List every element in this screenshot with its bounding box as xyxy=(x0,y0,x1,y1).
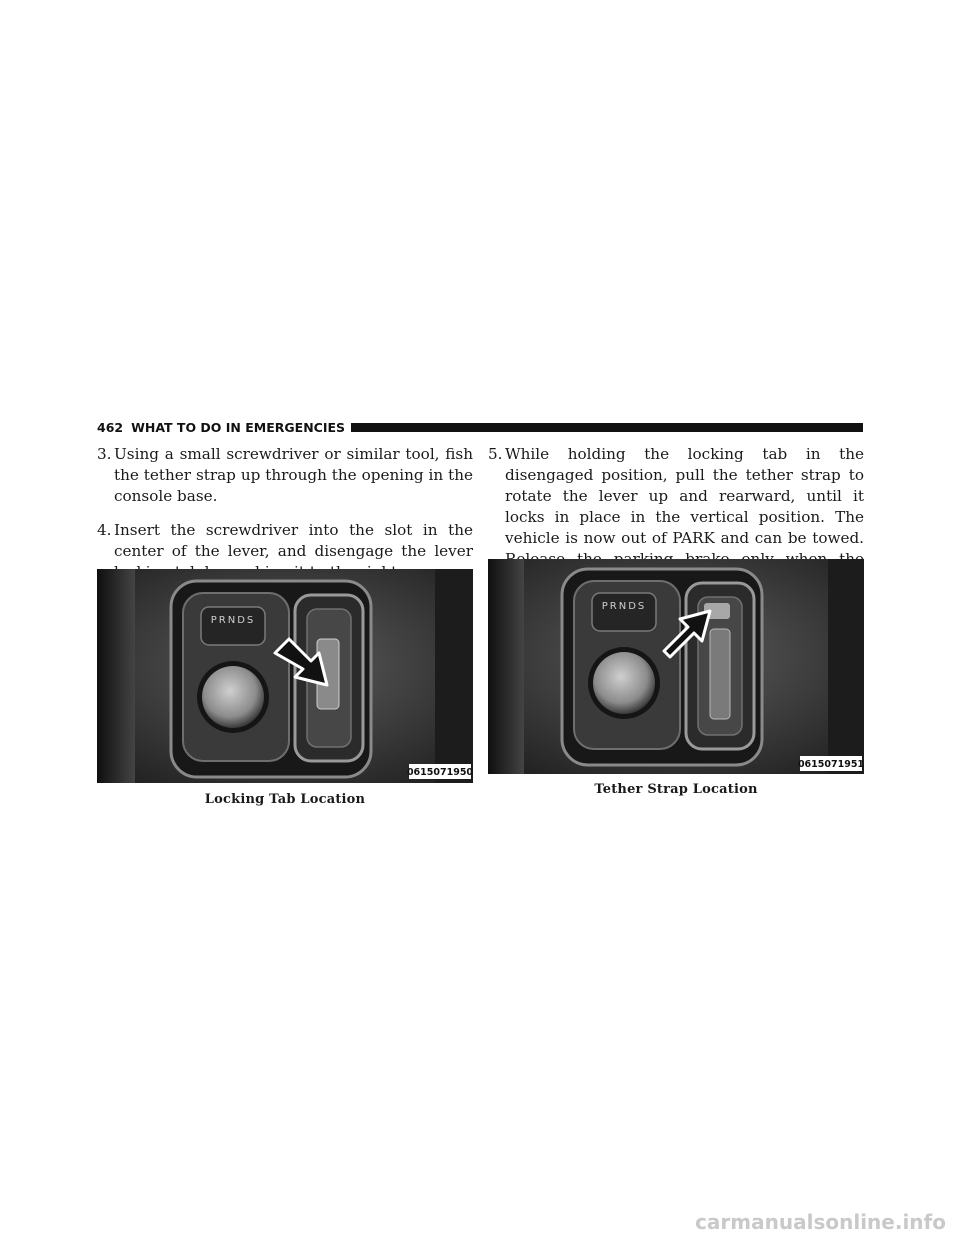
image-id: 0615071951 xyxy=(797,759,864,770)
console-illustration xyxy=(488,559,864,774)
page-number: 462 xyxy=(97,419,124,435)
figure-caption: Tether Strap Location xyxy=(594,782,758,797)
figure-caption: Locking Tab Location xyxy=(204,792,366,807)
step-text: Insert the screwdriver into the slot in the center of the lever, and disengage the lever xyxy=(114,521,473,560)
header-rule xyxy=(351,423,863,432)
step-text: Using a small screwdriver or similar tool, fish the tether strap up through the opening in the console base. xyxy=(114,445,473,505)
image-id: 0615071950 xyxy=(406,767,473,778)
section-title: WHAT TO DO IN EMERGENCIES xyxy=(131,419,346,435)
gear-label: PRNDS xyxy=(601,601,647,612)
page-header xyxy=(97,419,863,435)
figure-tether-strap xyxy=(488,559,864,774)
step-number: 3. xyxy=(97,445,112,463)
console-illustration xyxy=(97,569,473,783)
step-number: 5. xyxy=(488,445,503,463)
watermark: carmanualsonline.info xyxy=(695,1210,946,1234)
gear-label: PRNDS xyxy=(210,615,256,626)
step-text: While holding the locking tab in the disengaged position, pull the tether strap to rotate the lever up and rearward, until it locks in place in the vertical position. The vehicle is now out of PARK and can be towed. xyxy=(505,445,864,547)
figure-locking-tab xyxy=(97,569,473,783)
step-number: 4. xyxy=(97,521,112,539)
step-3 xyxy=(97,444,473,507)
